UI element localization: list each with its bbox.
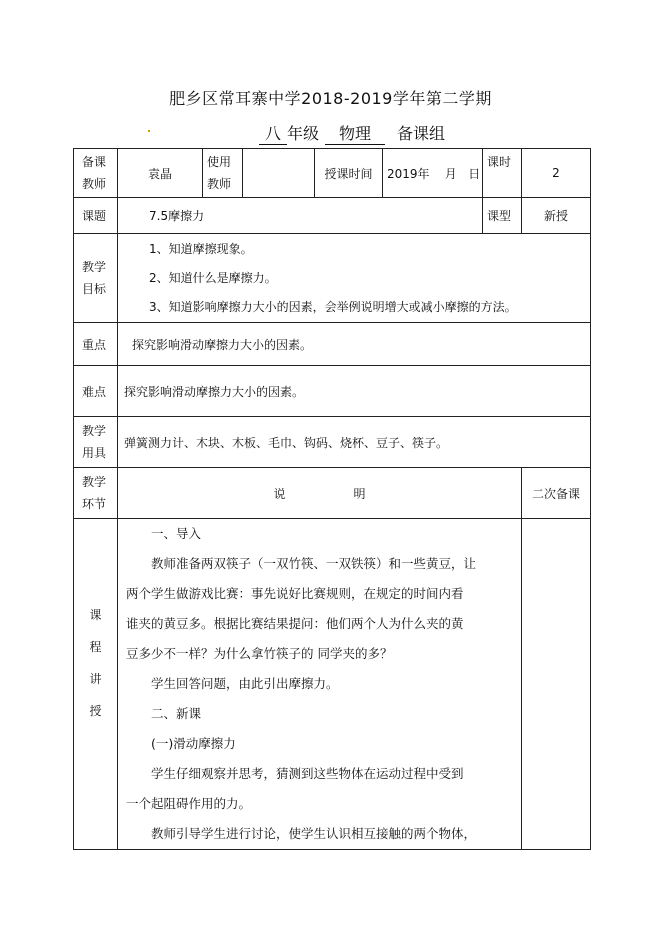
hours-label: 课时 [483,149,522,198]
tools-label-1: 教学 [82,424,107,438]
lesson-para-3: 两个学生做游戏比赛：事先说好比赛规则，在规定的时间内看 [126,586,464,601]
key-point-label: 重点 [74,323,118,366]
lesson-para-7: 二、新课 [151,706,202,721]
group-label: 备课组 [397,124,446,143]
lesson-plan-table [73,148,591,850]
user-label-cell [203,149,243,198]
explain-char-1: 说 [273,486,286,501]
lesson-label-char-3: 讲 [89,672,102,686]
lesson-para-11: 教师引导学生进行讨论，使学生认识相互接触的两个物体， [151,826,477,841]
difficulty-row [74,366,591,417]
tools-row [74,417,591,468]
info-row [74,149,591,198]
difficulty-label: 难点 [74,366,118,417]
time-label: 授课时间 [315,149,383,198]
section-label-2: 环节 [82,497,107,511]
lesson-para-2: 教师准备两双筷子（一双竹筷、一双铁筷）和一些黄豆，让 [151,556,477,571]
user-label-1: 使用 [207,155,232,169]
lesson-para-4: 谁夹的黄豆多。根据比赛结果提问：他们两个人为什么夹的黄 [126,616,464,631]
lesson-para-5: 豆多少不一样？为什么拿竹筷子的 同学夹的多？ [126,646,393,661]
goals-row [74,234,591,323]
section-label-cell [74,468,118,519]
teacher-label-2: 教师 [82,177,107,191]
type-label: 课型 [483,198,522,234]
key-point-row [74,323,591,366]
goals-label-cell [74,234,118,323]
section-label-1: 教学 [82,475,107,489]
hours-value: 2 [522,149,591,198]
subtitle-line [259,121,445,145]
topic-value: 7.5摩擦力 [118,198,483,234]
goal-item-2: 2、知道什么是摩擦力。 [149,270,277,285]
lesson-label-cell [74,519,118,850]
lesson-body [118,519,522,850]
tools-label-cell [74,417,118,468]
lesson-para-10: 一个起阻碍作用的力。 [126,796,252,811]
school-title: 肥乡区常耳寨中学2018-2019学年第二学期 [169,89,492,108]
grade-value: 八 [259,121,287,145]
lesson-para-8: (一)滑动摩擦力 [151,736,236,751]
lesson-label-char-1: 课 [89,608,102,622]
topic-row [74,198,591,234]
lesson-label-char-2: 程 [89,640,102,654]
teacher-label-1: 备课 [82,155,107,169]
user-label-2: 教师 [207,177,232,191]
stray-mark [148,130,150,132]
lesson-row [74,519,591,850]
type-value: 新授 [522,198,591,234]
explain-heading [118,468,522,519]
key-point-value: 探究影响滑动摩擦力大小的因素。 [118,323,591,366]
goal-item-1: 1、知道摩擦现象。 [149,241,253,256]
teacher-label-cell [74,149,118,198]
goals-label-2: 目标 [82,282,107,296]
lesson-para-6: 学生回答问题，由此引出摩擦力。 [151,676,339,691]
explain-char-2: 明 [353,486,366,501]
difficulty-value: 探究影响滑动摩擦力大小的因素。 [118,366,591,417]
user-value [243,149,315,198]
tools-value: 弹簧测力计、木块、木板、毛巾、钩码、烧杯、豆子、筷子。 [118,417,591,468]
second-prep-heading: 二次备课 [522,468,591,519]
goals-list [118,234,591,323]
goal-item-3: 3、知道影响摩擦力大小的因素，会举例说明增大或减小摩擦的方法。 [149,299,517,314]
second-prep-cell [522,519,591,850]
time-value: 2019年 月 日 [383,149,483,198]
lesson-para-1: 一、导入 [151,526,202,541]
subject-value: 物理 [325,121,385,145]
grade-suffix: 年级 [287,124,320,143]
goals-label-1: 教学 [82,260,107,274]
lesson-para-9: 学生仔细观察并思考，猜测到这些物体在运动过程中受到 [151,766,464,781]
teacher-name: 袁晶 [118,149,203,198]
section-header-row [74,468,591,519]
topic-label: 课题 [74,198,118,234]
tools-label-2: 用具 [82,446,107,460]
lesson-label-char-4: 授 [89,704,102,718]
